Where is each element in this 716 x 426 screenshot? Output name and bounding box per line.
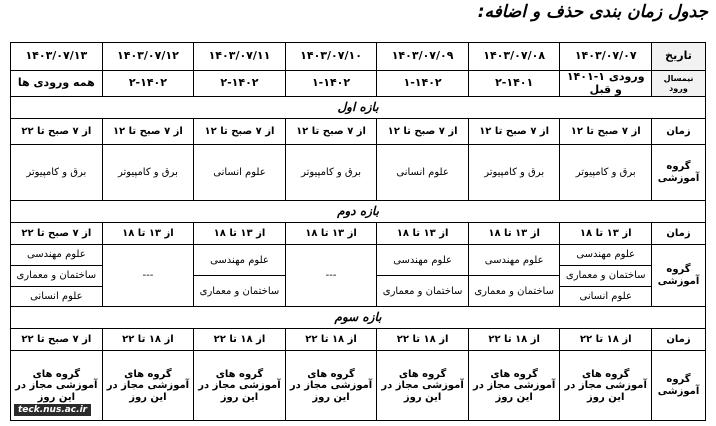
group-cell: علوم انسانی: [377, 145, 469, 201]
group-cell: ---: [285, 245, 377, 307]
group-cell: گروه های آموزشی مجاز در این روز: [468, 351, 560, 421]
group-item: علوم مهندسی: [484, 254, 544, 266]
watermark: teck.nus.ac.ir: [14, 404, 91, 416]
group-cell: برق و کامپیوتر: [102, 145, 194, 201]
time-row: [11, 329, 706, 351]
period-title: بازه اول: [11, 97, 706, 119]
group-cell: [11, 245, 103, 307]
dates-row: [11, 43, 706, 71]
schedule-table: [10, 42, 706, 421]
date-cell: ۱۴۰۳/۰۷/۱۱: [194, 43, 286, 71]
group-item: ساختمان و معماری: [11, 265, 102, 286]
time-cell: از ۷ صبح تا ۲۲: [11, 119, 103, 145]
group-label: گروه آموزشی: [652, 245, 706, 307]
entry-cell: ۱-۱۴۰۲: [377, 71, 469, 97]
date-cell: ۱۴۰۳/۰۷/۰۷: [560, 43, 652, 71]
group-cell: گروه های آموزشی مجاز در این روز: [102, 351, 194, 421]
group-cell: [468, 245, 560, 307]
time-cell: از ۱۳ تا ۱۸: [194, 223, 286, 245]
time-cell: از ۱۳ تا ۱۸: [468, 223, 560, 245]
group-item: ساختمان و معماری: [194, 275, 285, 306]
time-cell: از ۷ صبح تا ۱۲: [560, 119, 652, 145]
group-item: علوم مهندسی: [26, 249, 86, 261]
entry-cell: ۱-۱۴۰۲: [285, 71, 377, 97]
time-cell: از ۱۳ تا ۱۸: [377, 223, 469, 245]
time-row: [11, 223, 706, 245]
entry-cell: همه ورودی ها: [11, 71, 103, 97]
group-label: گروه آموزشی: [652, 351, 706, 421]
time-cell: از ۷ صبح تا ۱۲: [468, 119, 560, 145]
group-row: [11, 245, 706, 307]
time-cell: از ۱۳ تا ۱۸: [560, 223, 652, 245]
group-item: علوم مهندسی: [210, 254, 269, 266]
entry-label: نیمسال ورود: [652, 71, 706, 97]
time-cell: از ۷ صبح تا ۲۲: [11, 329, 103, 351]
group-cell: [377, 245, 469, 307]
date-cell: ۱۴۰۳/۰۷/۱۲: [102, 43, 194, 71]
group-cell: برق و کامپیوتر: [11, 145, 103, 201]
time-cell: از ۷ صبح تا ۱۲: [102, 119, 194, 145]
time-cell: از ۷ صبح تا ۱۲: [377, 119, 469, 145]
group-item: علوم مهندسی: [576, 249, 636, 261]
group-item: ساختمان و معماری: [560, 265, 651, 286]
group-cell: گروه های آموزشی مجاز در این روز: [194, 351, 286, 421]
time-row: [11, 119, 706, 145]
entry-cell: ۲-۱۴۰۱: [468, 71, 560, 97]
group-cell: علوم انسانی: [194, 145, 286, 201]
group-cell: گروه های آموزشی مجاز در این روز: [285, 351, 377, 421]
group-item: علوم انسانی: [560, 286, 651, 307]
group-cell: گروه های آموزشی مجاز در این روز: [377, 351, 469, 421]
page-title: جدول زمان بندی حذف و اضافه:: [477, 2, 708, 22]
date-cell: ۱۴۰۳/۰۷/۰۸: [468, 43, 560, 71]
time-label: زمان: [652, 119, 706, 145]
time-cell: از ۱۸ تا ۲۲: [285, 329, 377, 351]
time-cell: از ۱۸ تا ۲۲: [377, 329, 469, 351]
time-cell: از ۱۸ تا ۲۲: [102, 329, 194, 351]
date-label: تاریخ: [652, 43, 706, 71]
group-cell: [560, 245, 652, 307]
time-cell: از ۱۸ تا ۲۲: [194, 329, 286, 351]
time-cell: از ۱۸ تا ۲۲: [468, 329, 560, 351]
group-label: گروه آموزشی: [652, 145, 706, 201]
group-row: [11, 351, 706, 421]
group-cell: برق و کامپیوتر: [560, 145, 652, 201]
group-item: ساختمان و معماری: [469, 275, 560, 306]
entry-row: [11, 71, 706, 97]
group-cell: برق و کامپیوتر: [468, 145, 560, 201]
group-cell: گروه های آموزشی مجاز در این روز: [560, 351, 652, 421]
date-cell: ۱۴۰۳/۰۷/۱۳: [11, 43, 103, 71]
time-label: زمان: [652, 329, 706, 351]
date-cell: ۱۴۰۳/۰۷/۱۰: [285, 43, 377, 71]
group-cell: ---: [102, 245, 194, 307]
group-cell: [194, 245, 286, 307]
group-item: علوم انسانی: [11, 286, 102, 307]
time-cell: از ۱۸ تا ۲۲: [560, 329, 652, 351]
group-item: ساختمان و معماری: [377, 275, 468, 306]
group-cell: گروه های آموزشی مجاز در این روز: [11, 351, 103, 421]
group-row: [11, 145, 706, 201]
time-cell: از ۷ صبح تا ۱۲: [285, 119, 377, 145]
time-cell: از ۱۳ تا ۱۸: [102, 223, 194, 245]
group-cell: برق و کامپیوتر: [285, 145, 377, 201]
time-cell: از ۷ صبح تا ۲۲: [11, 223, 103, 245]
time-cell: از ۷ صبح تا ۱۲: [194, 119, 286, 145]
time-label: زمان: [652, 223, 706, 245]
period-title: بازه دوم: [11, 201, 706, 223]
date-cell: ۱۴۰۳/۰۷/۰۹: [377, 43, 469, 71]
entry-cell: ۲-۱۴۰۲: [102, 71, 194, 97]
entry-cell: ورودی ۱-۱۴۰۱ و قبل: [560, 71, 652, 97]
time-cell: از ۱۳ تا ۱۸: [285, 223, 377, 245]
entry-cell: ۲-۱۴۰۲: [194, 71, 286, 97]
period-title: بازه سوم: [11, 307, 706, 329]
group-item: علوم مهندسی: [393, 254, 452, 266]
